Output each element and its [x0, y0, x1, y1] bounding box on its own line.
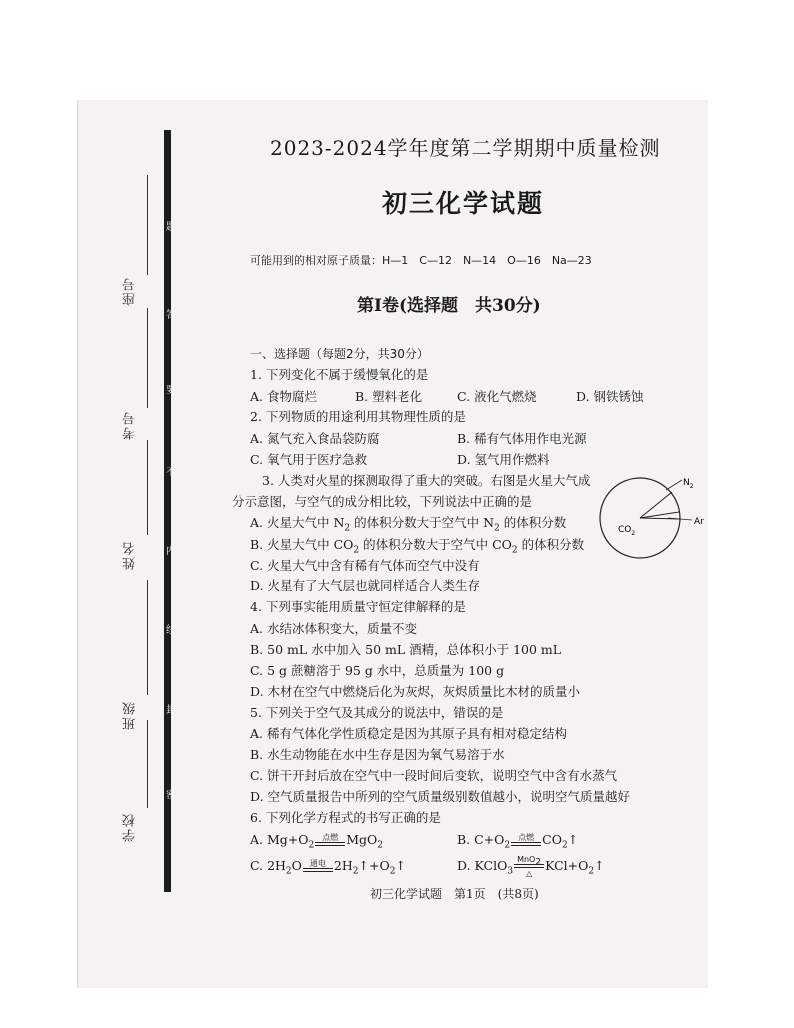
- q1-option-d[interactable]: D. 钢铁锈蚀: [576, 389, 644, 404]
- seal-char: 要: [166, 385, 176, 396]
- q6-option-c[interactable]: C. $2H_2O$ 通电 $2H_2↑+O_2↑$: [250, 858, 406, 877]
- q2-option-c[interactable]: C. 氧气用于医疗急救: [250, 452, 368, 467]
- q1-option-c[interactable]: C. 液化气燃烧: [457, 389, 537, 404]
- n2-label: $N_2$: [683, 478, 694, 490]
- reaction-arrow: 通电: [303, 860, 333, 874]
- part-title: 第Ⅰ卷(选择题 共30分): [357, 296, 541, 316]
- seal-char: 不: [166, 467, 176, 478]
- atomic-masses: 可能用到的相对原子质量：H—1 C—12 N—14 O—16 Na—23: [250, 254, 592, 267]
- reaction-arrow: 点燃: [315, 834, 345, 848]
- seal-char: 封: [166, 705, 176, 716]
- class-label: 班级: [123, 700, 138, 730]
- reaction-arrow: 点燃: [511, 834, 541, 848]
- q5-option-b[interactable]: B. 水生动物能在水中生存是因为氧气易溶于水: [250, 747, 505, 762]
- q2-option-b[interactable]: B. 稀有气体用作电光源: [457, 431, 587, 446]
- q5-stem: 5. 下列关于空气及其成分的说法中，错误的是: [250, 705, 504, 720]
- co2-label: $CO_2$: [618, 525, 636, 537]
- q2-stem: 2. 下列物质的用途利用其物理性质的是: [250, 409, 466, 424]
- q3-option-a[interactable]: A. 火星大气中 $N_2$ 的体积分数大于空气中 $N_2$ 的体积分数: [250, 515, 567, 534]
- exam-number-label: 考号: [123, 410, 138, 440]
- ar-label: Ar: [694, 517, 704, 527]
- seal-line-bar: [164, 130, 171, 892]
- subject-title: 初三化学试题: [382, 189, 545, 218]
- page-footer: 初三化学试题 第1页 (共8页): [370, 887, 539, 901]
- name-blank[interactable]: [147, 440, 148, 535]
- q2-option-d[interactable]: D. 氢气用作燃料: [457, 452, 550, 467]
- seat-blank[interactable]: [147, 175, 148, 275]
- exam-title: 2023-2024学年度第二学期期中质量检测: [270, 136, 661, 160]
- q1-option-b[interactable]: B. 塑料老化: [355, 389, 423, 404]
- q6-stem: 6. 下列化学方程式的书写正确的是: [250, 810, 441, 825]
- name-label: 姓名: [123, 540, 138, 570]
- q4-option-b[interactable]: B. 50 mL 水中加入 50 mL 酒精，总体积小于 100 mL: [250, 642, 562, 657]
- q4-option-c[interactable]: C. 5 g 蔗糖溶于 95 g 水中，总质量为 100 g: [250, 663, 505, 678]
- section-title: 一、选择题（每题2分，共30分）: [250, 347, 429, 361]
- seal-char: 题: [166, 222, 176, 233]
- q6-option-b[interactable]: B. $C+O_2$ 点燃 $CO_2↑$: [457, 832, 579, 851]
- q4-stem: 4. 下列事实能用质量守恒定律解释的是: [250, 599, 466, 614]
- q5-option-a[interactable]: A. 稀有气体化学性质稳定是因为其原子具有相对稳定结构: [250, 726, 567, 741]
- q5-option-d[interactable]: D. 空气质量报告中所列的空气质量级别数值越小，说明空气质量越好: [250, 789, 631, 804]
- q3-option-b[interactable]: B. 火星大气中 $CO_2$ 的体积分数大于空气中 $CO_2$ 的体积分数: [250, 537, 585, 556]
- q3-option-d[interactable]: D. 火星有了大气层也就同样适合人类生存: [250, 578, 481, 593]
- seal-char: 答: [166, 310, 176, 321]
- q2-option-a[interactable]: A. 氮气充入食品袋防腐: [250, 431, 380, 446]
- exam-number-blank[interactable]: [147, 308, 148, 408]
- q1-stem: 1. 下列变化不属于缓慢氧化的是: [250, 367, 429, 382]
- school-label: 学校: [123, 812, 138, 842]
- reaction-arrow: MnO$_2$ △: [514, 856, 544, 878]
- q4-option-d[interactable]: D. 木材在空气中燃烧后化为灰烬，灰烬质量比木材的质量小: [250, 684, 581, 699]
- seal-char: 密: [166, 790, 176, 801]
- mars-atmosphere-diagram: [596, 474, 708, 568]
- seal-char: 内: [166, 546, 176, 557]
- q3-option-c[interactable]: C. 火星大气中含有稀有气体而空气中没有: [250, 558, 480, 573]
- seat-label: 座号: [123, 276, 138, 306]
- q5-option-c[interactable]: C. 饼干开封后放在空气中一段时间后变软，说明空气中含有水蒸气: [250, 768, 618, 783]
- q3-stem-line2: 分示意图，与空气的成分相比较，下列说法中正确的是: [232, 494, 533, 509]
- class-blank[interactable]: [147, 580, 148, 695]
- q3-stem-line1: 3. 人类对火星的探测取得了重大的突破。右图是火星大气成: [262, 473, 591, 488]
- seal-char: 线: [166, 625, 176, 636]
- q6-option-a[interactable]: A. $Mg+O_2$ 点燃 MgO$_2$: [250, 832, 384, 851]
- q1-option-a[interactable]: A. 食物腐烂: [250, 389, 317, 404]
- q6-option-d[interactable]: D. KClO$_3$ MnO$_2$ △ $KCl+O_2↑$: [457, 854, 605, 878]
- q4-option-a[interactable]: A. 水结冰体积变大，质量不变: [250, 621, 417, 636]
- school-blank[interactable]: [147, 720, 148, 808]
- n2-leader-line: [666, 480, 682, 490]
